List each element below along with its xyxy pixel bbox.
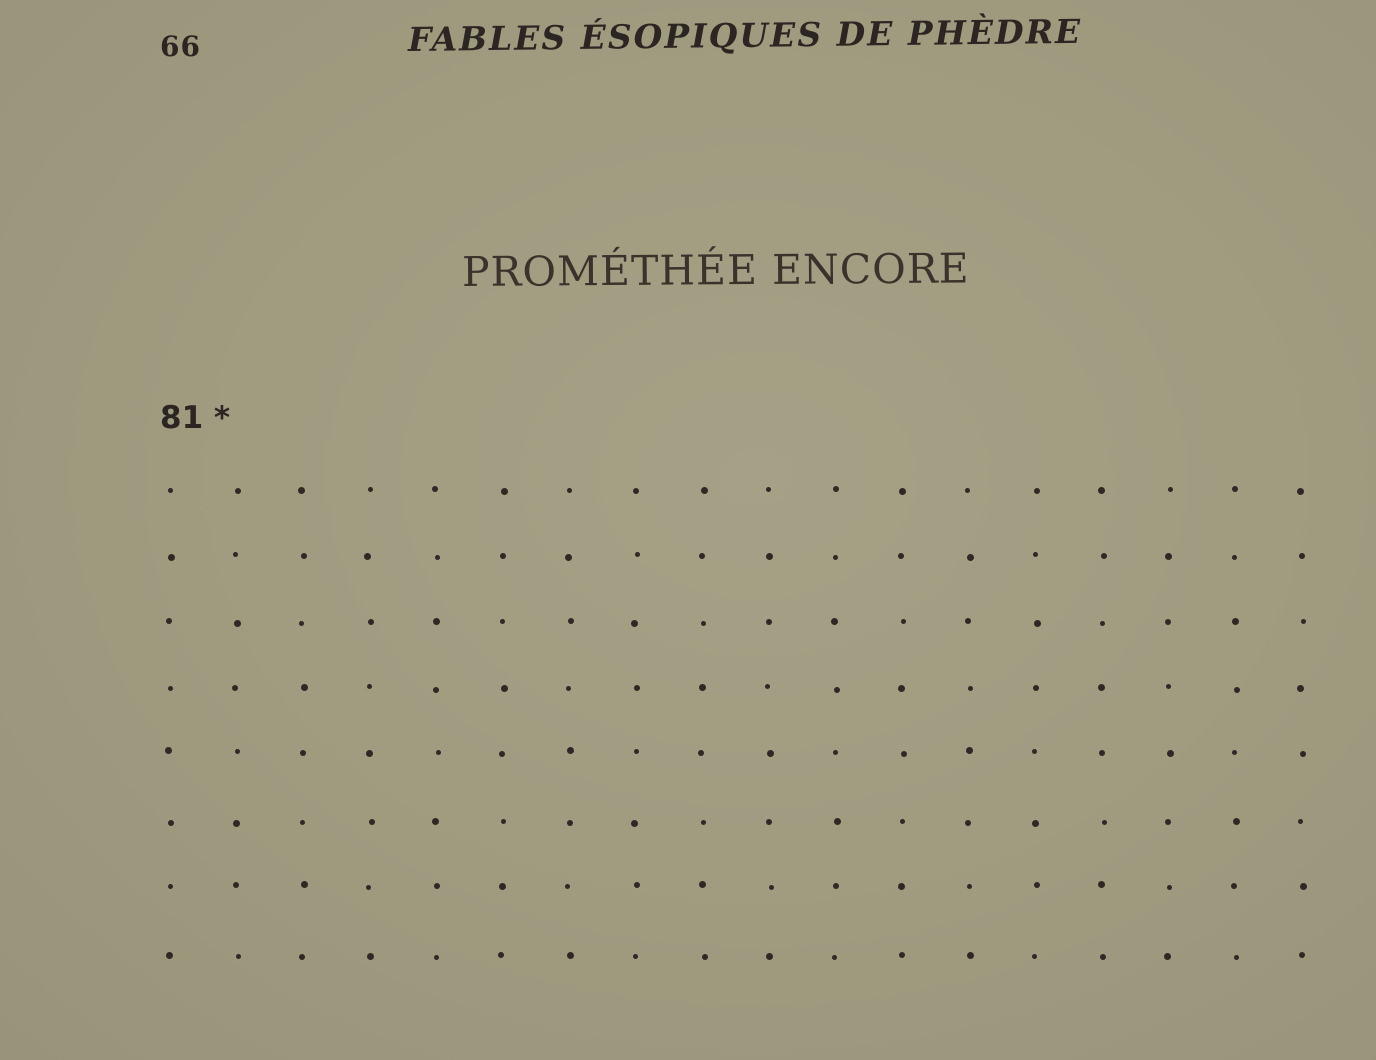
lacuna-dot	[1297, 488, 1304, 495]
lacuna-dot	[1297, 685, 1304, 692]
lacuna-dot	[1231, 883, 1237, 889]
running-head: FABLES ÉSOPIQUES DE PHÈDRE	[407, 11, 1083, 59]
lacuna-dot	[899, 952, 905, 958]
lacuna-dot	[499, 751, 505, 757]
lacuna-dot	[834, 818, 841, 825]
lacuna-dot	[1099, 750, 1105, 756]
lacuna-dot	[301, 684, 308, 691]
lacuna-dot	[766, 553, 773, 560]
lacuna-dot	[765, 684, 770, 689]
lacuna-dot	[434, 955, 439, 960]
lacuna-dot	[233, 882, 239, 888]
fable-title: PROMÉTHÉE ENCORE	[461, 244, 970, 296]
lacuna-dot	[1168, 487, 1173, 492]
lacuna-dot	[633, 488, 639, 494]
lacuna-dot	[1032, 749, 1037, 754]
lacuna-dot	[898, 553, 904, 559]
lacuna-dot	[631, 820, 638, 827]
lacuna-dot	[567, 820, 573, 826]
lacuna-dot	[699, 881, 706, 888]
lacuna-dot	[1100, 621, 1105, 626]
lacuna-dot	[699, 553, 705, 559]
lacuna-dot	[1300, 883, 1307, 890]
lacuna-dot	[566, 686, 571, 691]
lacuna-dot	[1300, 751, 1306, 757]
lacuna-dot	[433, 618, 440, 625]
lacuna-dot	[1165, 619, 1171, 625]
lacuna-dot	[168, 686, 173, 691]
lacuna-dot	[235, 488, 241, 494]
lacuna-dot	[1165, 819, 1171, 825]
lacuna-dot	[166, 952, 173, 959]
lacuna-dot	[166, 618, 172, 624]
lacuna-dot	[1032, 820, 1039, 827]
lacuna-dot	[565, 554, 572, 561]
lacuna-dot	[233, 820, 240, 827]
lacuna-dot	[498, 952, 504, 958]
lacuna-dot	[1234, 955, 1239, 960]
lacuna-dot	[1167, 750, 1174, 757]
lacuna-dot	[1033, 685, 1039, 691]
lacuna-dot	[633, 954, 638, 959]
lacuna-dot	[567, 488, 572, 493]
page-number: 66	[160, 30, 201, 63]
lacuna-dot	[367, 684, 372, 689]
lacuna-dot	[634, 882, 640, 888]
lacuna-dot	[233, 552, 238, 557]
lacuna-dot	[165, 747, 172, 754]
lacuna-dot	[364, 553, 371, 560]
lacuna-dot	[1232, 555, 1237, 560]
lacuna-dot	[767, 750, 774, 757]
lacuna-dot	[635, 552, 640, 557]
lacuna-dot	[966, 747, 973, 754]
lacuna-dot	[701, 820, 706, 825]
lacuna-dot	[232, 685, 238, 691]
lacuna-dot	[300, 820, 305, 825]
lacuna-dot	[702, 954, 708, 960]
lacuna-dot	[1164, 953, 1171, 960]
lacuna-dot	[368, 487, 373, 492]
lacuna-dot	[301, 881, 308, 888]
lacuna-dot	[967, 952, 974, 959]
lacuna-dot	[899, 488, 906, 495]
lacuna-dot	[833, 555, 838, 560]
lacuna-dot	[769, 885, 774, 890]
lacuna-dot	[1299, 952, 1305, 958]
lacuna-dot	[499, 883, 506, 890]
lacuna-dot	[1098, 487, 1105, 494]
lacuna-dot	[631, 620, 638, 627]
lacuna-dot	[1299, 553, 1305, 559]
lacuna-dot	[568, 618, 574, 624]
lacuna-dot	[234, 620, 241, 627]
lacuna-dot	[901, 619, 906, 624]
lacuna-dot	[1100, 954, 1106, 960]
lacuna-dot	[1232, 486, 1238, 492]
lacuna-dot	[301, 553, 307, 559]
lacuna-dot	[766, 953, 773, 960]
lacuna-dot	[1102, 820, 1107, 825]
lacuna-dot	[1098, 881, 1105, 888]
lacuna-dot	[967, 554, 974, 561]
lacuna-dot	[766, 487, 771, 492]
lacuna-dot	[501, 819, 506, 824]
lacuna-dot	[236, 954, 241, 959]
lacuna-dot	[1301, 619, 1306, 624]
lacuna-dot	[1098, 684, 1105, 691]
lacuna-dot	[436, 750, 441, 755]
lacuna-dot	[1034, 620, 1041, 627]
lacuna-dot	[1034, 488, 1040, 494]
lacuna-dot	[965, 820, 971, 826]
lacuna-dot	[567, 747, 574, 754]
lacuna-dot	[1234, 687, 1240, 693]
lacuna-dot	[634, 685, 640, 691]
lacuna-dot	[299, 621, 304, 626]
lacuna-dot	[300, 750, 306, 756]
lacuna-dot	[965, 618, 971, 624]
lacuna-dot	[434, 883, 440, 889]
lacuna-dot	[833, 486, 839, 492]
lacuna-dot	[699, 684, 706, 691]
lacuna-dot	[298, 487, 305, 494]
lacuna-dot	[1034, 882, 1040, 888]
lacuna-dot	[1232, 750, 1237, 755]
lacuna-dot	[433, 687, 439, 693]
lacuna-dot	[1101, 553, 1107, 559]
lacuna-dot	[432, 818, 439, 825]
lacuna-dot	[432, 486, 438, 492]
fable-number: 81 *	[160, 400, 231, 436]
lacuna-dot	[832, 955, 837, 960]
lacuna-dot	[898, 883, 905, 890]
lacuna-dot	[1232, 618, 1239, 625]
lacuna-dot	[435, 555, 440, 560]
lacuna-dot	[634, 749, 639, 754]
lacuna-dot	[766, 619, 772, 625]
lacuna-dot	[1298, 819, 1303, 824]
lacuna-dot	[898, 685, 905, 692]
lacuna-dot	[967, 884, 972, 889]
lacuna-dot	[500, 553, 506, 559]
lacuna-dot	[299, 954, 305, 960]
lacuna-dot	[235, 749, 240, 754]
lacuna-dot	[168, 884, 173, 889]
lacuna-dot	[1167, 885, 1172, 890]
lacuna-dot	[1166, 684, 1171, 689]
lacuna-dot	[701, 487, 708, 494]
lacuna-dot	[834, 687, 840, 693]
lacuna-dot	[369, 819, 375, 825]
lacuna-dot	[1165, 553, 1172, 560]
lacuna-dot	[500, 619, 505, 624]
lacuna-dot	[968, 686, 973, 691]
lacuna-dot	[367, 953, 374, 960]
lacuna-dot	[366, 750, 373, 757]
lacuna-dot	[567, 952, 574, 959]
lacuna-dot	[1233, 818, 1240, 825]
lacuna-dot	[701, 621, 706, 626]
lacuna-dot	[900, 819, 905, 824]
lacuna-dot	[965, 488, 970, 493]
lacuna-dot	[501, 685, 508, 692]
lacuna-dot	[698, 750, 704, 756]
lacuna-dot	[168, 488, 173, 493]
lacuna-dot	[1033, 552, 1038, 557]
lacuna-dot	[831, 618, 838, 625]
lacuna-dot	[901, 751, 907, 757]
lacuna-dot	[368, 619, 374, 625]
lacuna-dot	[565, 884, 570, 889]
lacuna-dot	[501, 488, 508, 495]
lacuna-dot	[833, 750, 838, 755]
lacuna-dot	[766, 819, 772, 825]
lacuna-dot	[1032, 954, 1037, 959]
lacuna-dot	[833, 883, 839, 889]
lacuna-dot	[168, 554, 175, 561]
lacuna-dot	[168, 820, 174, 826]
lacuna-dot	[366, 885, 371, 890]
